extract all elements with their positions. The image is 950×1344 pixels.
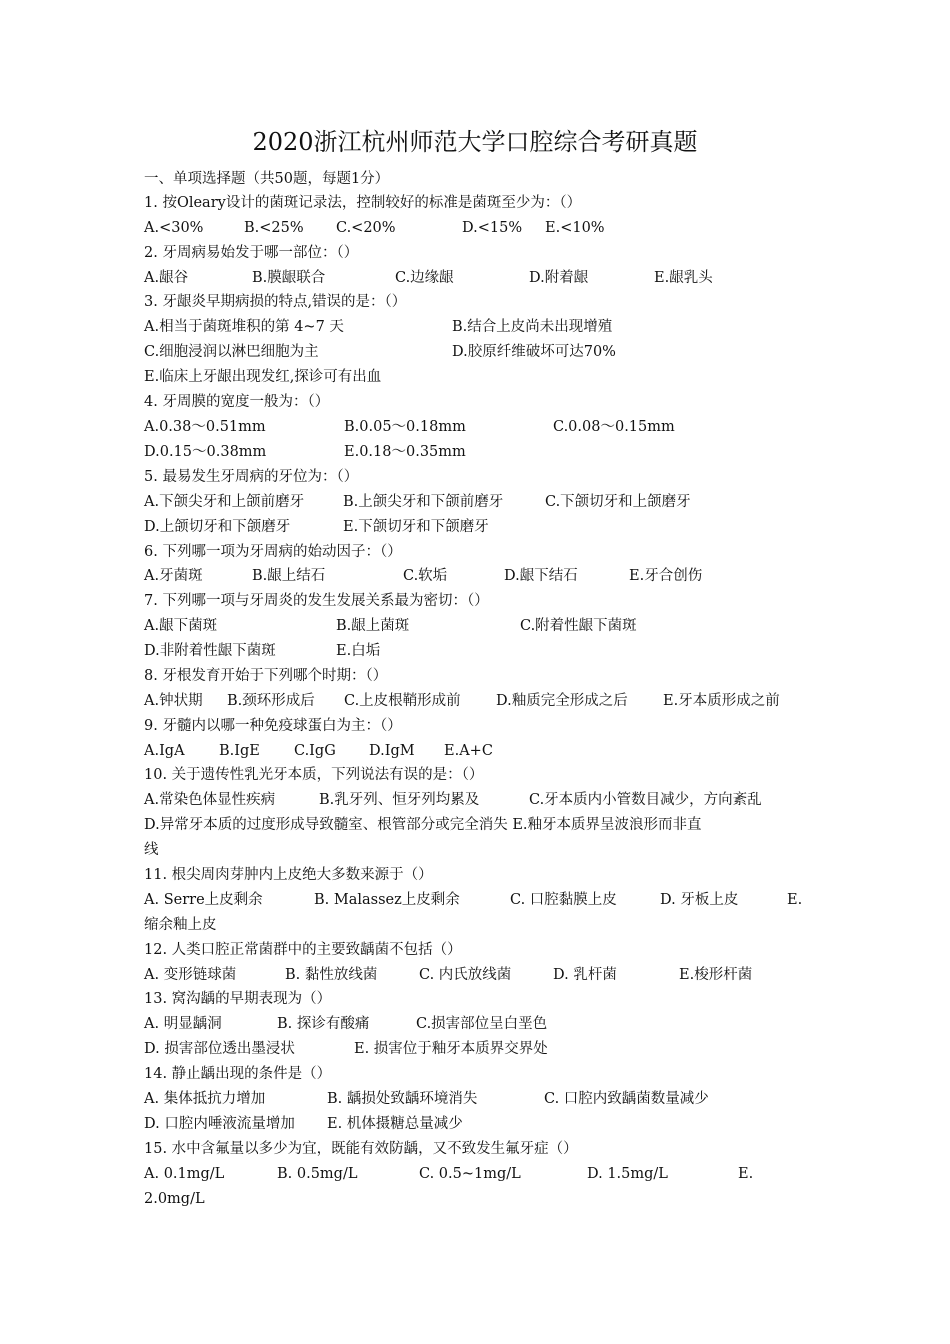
option-row bbox=[144, 216, 810, 241]
question-stem: 1. 按Oleary设计的菌斑记录法，控制较好的标准是菌斑至少为：（） bbox=[144, 195, 582, 211]
option-e-continued: 2.0mg/L bbox=[144, 1191, 205, 1207]
option-a: A.牙菌斑 bbox=[144, 568, 203, 584]
option-c: C.软垢 bbox=[403, 568, 448, 584]
option-e: E.白垢 bbox=[336, 643, 381, 659]
option-c: C.细胞浸润以淋巴细胞为主 bbox=[144, 344, 319, 360]
question-stem: 10. 关于遗传性乳光牙本质，下列说法有误的是：（） bbox=[144, 767, 484, 783]
option-row bbox=[144, 266, 810, 291]
option-b: B.IgE bbox=[219, 743, 260, 759]
option-d: D.IgM bbox=[369, 743, 415, 759]
option-d: D.釉质完全形成之后 bbox=[496, 693, 628, 709]
option-c: C. 口腔内致龋菌数量减少 bbox=[544, 1091, 709, 1107]
option-e: E. bbox=[787, 892, 803, 908]
option-e: E. 损害位于釉牙本质界交界处 bbox=[354, 1041, 548, 1057]
option-a: A.下颌尖牙和上颌前磨牙 bbox=[144, 494, 305, 510]
option-row bbox=[144, 415, 810, 440]
question-stem: 12. 人类口腔正常菌群中的主要致龋菌不包括（） bbox=[144, 942, 462, 958]
option-d: D.<15% bbox=[462, 220, 523, 236]
question-stem: 4. 牙周膜的宽度一般为：（） bbox=[144, 394, 330, 410]
option-c: C.附着性龈下菌斑 bbox=[520, 618, 637, 634]
option-c: C. 口腔黏膜上皮 bbox=[510, 892, 617, 908]
option-e: E.<10% bbox=[545, 220, 605, 236]
question-stem: 13. 窝沟龋的早期表现为（） bbox=[144, 991, 332, 1007]
option-row bbox=[144, 440, 810, 465]
section-heading: 一、单项选择题（共50题，每题1分） bbox=[144, 171, 390, 187]
option-c: C.0.08～0.15mm bbox=[553, 419, 675, 435]
option-row bbox=[144, 963, 810, 988]
option-c: C.上皮根鞘形成前 bbox=[344, 693, 461, 709]
question-stem: 15. 水中含氟量以多少为宜，既能有效防龋，又不致发生氟牙症（） bbox=[144, 1141, 578, 1157]
option-a: A. 集体抵抗力增加 bbox=[144, 1091, 266, 1107]
option-e: E.梭形杆菌 bbox=[679, 967, 753, 983]
option-b: B.龈上菌斑 bbox=[336, 618, 410, 634]
option-e: E.龈乳头 bbox=[654, 270, 713, 286]
option-e-continued: 缩余釉上皮 bbox=[144, 917, 217, 933]
option-e: E.A+C bbox=[444, 743, 493, 759]
option-b: B.膜龈联合 bbox=[252, 270, 326, 286]
option-d: D.龈下结石 bbox=[504, 568, 578, 584]
option-c: C.IgG bbox=[294, 743, 336, 759]
option-a: A.钟状期 bbox=[144, 693, 203, 709]
option-row bbox=[144, 1162, 810, 1187]
option-a: A.常染色体显性疾病 bbox=[144, 792, 276, 808]
option-row bbox=[144, 1112, 810, 1137]
option-b: B.颈环形成后 bbox=[227, 693, 315, 709]
option-b: B. 0.5mg/L bbox=[277, 1166, 358, 1182]
question-stem: 5. 最易发生牙周病的牙位为：（） bbox=[144, 469, 359, 485]
option-a: A. 变形链球菌 bbox=[144, 967, 237, 983]
option-b: B.0.05～0.18mm bbox=[344, 419, 466, 435]
option-a: A. Serre上皮剩余 bbox=[144, 892, 263, 908]
option-a: A.龈谷 bbox=[144, 270, 189, 286]
option-row bbox=[144, 1012, 810, 1037]
option-d: D. 损害部位透出墨浸状 bbox=[144, 1041, 295, 1057]
option-d: D. 1.5mg/L bbox=[587, 1166, 668, 1182]
option-e: E.牙本质形成之前 bbox=[663, 693, 780, 709]
question-stem: 6. 下列哪一项为牙周病的始动因子：（） bbox=[144, 544, 402, 560]
option-row bbox=[144, 1037, 810, 1062]
page-title: 2020浙江杭州师范大学口腔综合考研真题 bbox=[252, 128, 698, 156]
option-b: B. Malassez上皮剩余 bbox=[314, 892, 460, 908]
option-a: A.IgA bbox=[144, 743, 185, 759]
option-row bbox=[144, 1087, 810, 1112]
option-row bbox=[144, 888, 810, 913]
option-a: A. 0.1mg/L bbox=[144, 1166, 225, 1182]
option-b: B.<25% bbox=[244, 220, 304, 236]
option-d: D.附着龈 bbox=[529, 270, 589, 286]
option-c: C. 0.5~1mg/L bbox=[419, 1166, 521, 1182]
option-row bbox=[144, 739, 810, 764]
option-row bbox=[144, 639, 810, 664]
option-e: E.下颌切牙和下颌磨牙 bbox=[343, 519, 489, 535]
question-stem: 3. 牙龈炎早期病损的特点,错误的是：（） bbox=[144, 294, 407, 310]
option-d: D.上颌切牙和下颌磨牙 bbox=[144, 519, 291, 535]
option-row bbox=[144, 490, 810, 515]
option-e-continued: 线 bbox=[144, 842, 159, 858]
option-c: C. 内氏放线菌 bbox=[419, 967, 512, 983]
option-d: D.非附着性龈下菌斑 bbox=[144, 643, 276, 659]
option-row bbox=[144, 689, 810, 714]
question-stem: 7. 下列哪一项与牙周炎的发生发展关系最为密切：（） bbox=[144, 593, 489, 609]
option-a: A.<30% bbox=[144, 220, 204, 236]
option-c: C.损害部位呈白垩色 bbox=[416, 1016, 548, 1032]
option-e: E.临床上牙龈出现发红,探诊可有出血 bbox=[144, 369, 382, 385]
option-c: C.<20% bbox=[336, 220, 396, 236]
question-stem: 2. 牙周病易始发于哪一部位：（） bbox=[144, 245, 359, 261]
option-d: D. 口腔内唾液流量增加 bbox=[144, 1116, 295, 1132]
question-stem: 9. 牙髓内以哪一种免疫球蛋白为主：（） bbox=[144, 718, 402, 734]
option-d: D.胶原纤维破坏可达70% bbox=[452, 344, 616, 360]
option-row bbox=[144, 315, 810, 340]
option-b: B. 龋损处致龋环境消失 bbox=[327, 1091, 478, 1107]
option-c: C.牙本质内小管数目减少，方向紊乱 bbox=[529, 792, 762, 808]
option-b: B. 探诊有酸痛 bbox=[277, 1016, 370, 1032]
option-b: B.结合上皮尚未出现增殖 bbox=[452, 319, 613, 335]
option-c: C.下颌切牙和上颌磨牙 bbox=[545, 494, 691, 510]
option-b: B.上颌尖牙和下颌前磨牙 bbox=[343, 494, 504, 510]
option-d: D. 牙板上皮 bbox=[660, 892, 739, 908]
option-d: D.0.15～0.38mm bbox=[144, 444, 267, 460]
option-a: A.龈下菌斑 bbox=[144, 618, 218, 634]
option-e: E. bbox=[738, 1166, 754, 1182]
option-a: A.0.38～0.51mm bbox=[144, 419, 266, 435]
option-d-e: D.异常牙本质的过度形成导致髓室、根管部分或完全消失 E.釉牙本质界呈波浪形而非直 bbox=[144, 817, 702, 833]
option-row bbox=[144, 340, 810, 365]
question-stem: 11. 根尖周肉芽肿内上皮绝大多数来源于（） bbox=[144, 867, 433, 883]
option-a: A. 明显龋洞 bbox=[144, 1016, 222, 1032]
question-stem: 8. 牙根发育开始于下列哪个时期：（） bbox=[144, 668, 388, 684]
option-a: A.相当于菌斑堆积的第 4~7 天 bbox=[144, 319, 344, 335]
option-e: E.0.18～0.35mm bbox=[344, 444, 466, 460]
option-b: B. 黏性放线菌 bbox=[285, 967, 378, 983]
option-row bbox=[144, 515, 810, 540]
option-e: E. 机体摄糖总量减少 bbox=[327, 1116, 463, 1132]
option-b: B.龈上结石 bbox=[252, 568, 326, 584]
option-c: C.边缘龈 bbox=[395, 270, 454, 286]
option-row bbox=[144, 788, 810, 813]
question-stem: 14. 静止龋出现的条件是（） bbox=[144, 1066, 332, 1082]
option-d: D. 乳杆菌 bbox=[553, 967, 617, 983]
option-b: B.乳牙列、恒牙列均累及 bbox=[319, 792, 480, 808]
option-row bbox=[144, 614, 810, 639]
option-row bbox=[144, 564, 810, 589]
option-e: E.牙合创伤 bbox=[629, 568, 703, 584]
